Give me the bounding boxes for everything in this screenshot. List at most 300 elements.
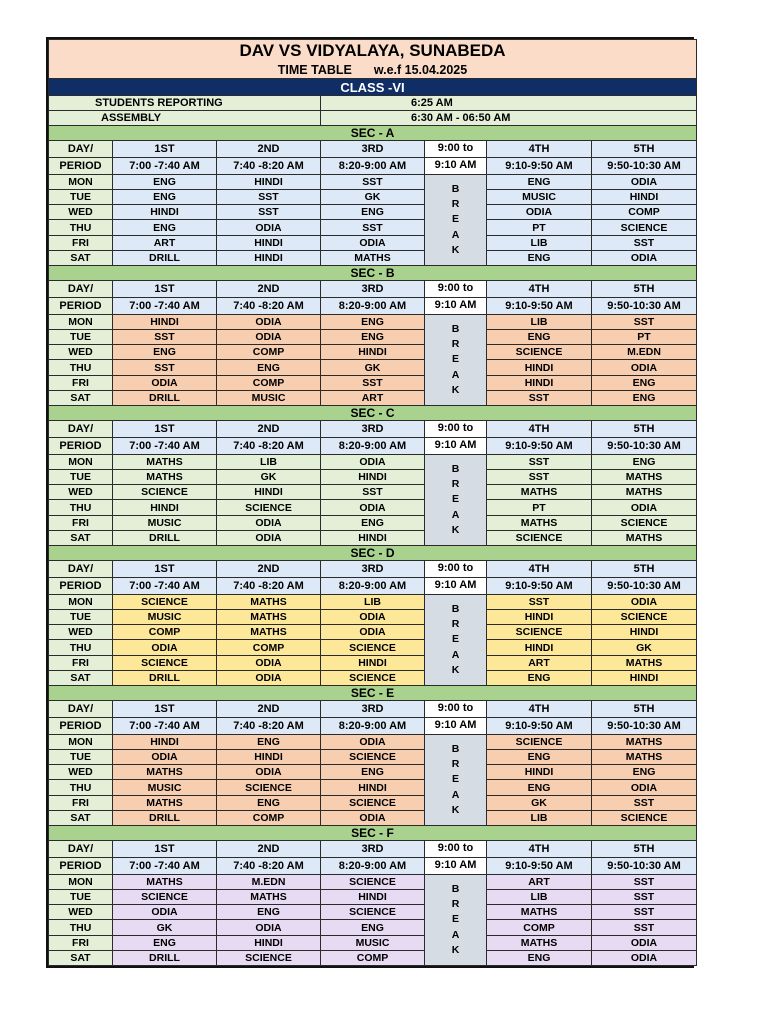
class-title: CLASS -VI [49,79,697,96]
period-header: 4TH [487,701,592,718]
effective-date: w.e.f 15.04.2025 [373,62,468,77]
subject-cell: LIB [217,454,321,469]
subject-cell: GK [217,470,321,485]
break-time-label: 9:00 to [425,421,487,438]
day-cell: TUE [49,190,113,205]
subject-cell: ENG [487,174,592,189]
period-header: 2ND [217,281,321,298]
subject-cell: ODIA [592,250,697,265]
subject-cell: HINDI [217,235,321,250]
break-time-label: 9:00 to [425,841,487,858]
subject-cell: ODIA [321,235,425,250]
break-time-label: 9:00 to [425,281,487,298]
subject-cell: GK [321,360,425,375]
subject-cell: HINDI [487,765,592,780]
subject-cell: ODIA [321,610,425,625]
table-row [49,485,697,500]
table-row [49,750,697,765]
period-header: 5TH [592,141,697,158]
break-column [425,734,487,825]
day-period-label: DAY/ [49,561,113,578]
break-letter: B [451,322,460,335]
break-letter: K [451,243,460,256]
subject-cell: SST [217,190,321,205]
table-row [49,734,697,749]
subject-cell: SCIENCE [321,874,425,889]
day-cell: SAT [49,390,113,405]
subject-cell: SST [217,205,321,220]
subject-cell: ENG [113,220,217,235]
period-time: 8:20-9:00 AM [321,857,425,874]
day-cell: TUE [49,610,113,625]
subject-cell: ART [113,235,217,250]
day-cell: FRI [49,375,113,390]
subject-cell: SST [321,485,425,500]
break-time-label: 9:00 to [425,561,487,578]
subject-cell: HINDI [321,345,425,360]
break-time-label: 9:00 to [425,701,487,718]
period-time: 9:50-10:30 AM [592,157,697,174]
subject-cell: MUSIC [113,610,217,625]
period-time: 7:00 -7:40 AM [113,297,217,314]
break-letter: A [451,788,460,801]
timetable-label: TIME TABLE [277,62,352,77]
day-cell: THU [49,500,113,515]
break-letter: B [451,882,460,895]
day-period-label: DAY/ [49,421,113,438]
subject-cell: HINDI [487,360,592,375]
subject-cell: M.EDN [592,345,697,360]
period-time: 9:50-10:30 AM [592,857,697,874]
table-row [49,515,697,530]
subject-cell: ENG [321,920,425,935]
break-letter: E [451,633,459,646]
subject-cell: HINDI [487,375,592,390]
subject-cell: SCIENCE [113,655,217,670]
break-letter: K [451,383,460,396]
subject-cell: HINDI [217,485,321,500]
table-row [49,470,697,485]
subject-cell: LIB [487,810,592,825]
day-cell: WED [49,205,113,220]
break-letter: A [451,368,460,381]
subject-cell: ODIA [113,750,217,765]
subject-cell: HINDI [113,205,217,220]
table-row [49,905,697,920]
subject-cell: DRILL [113,250,217,265]
subject-cell: HINDI [592,625,697,640]
period-header: 3RD [321,281,425,298]
subject-cell: HINDI [321,470,425,485]
day-period-label: PERIOD [49,857,113,874]
period-time: 7:40 -8:20 AM [217,437,321,454]
table-row [49,375,697,390]
table-row [49,625,697,640]
table-row [49,454,697,469]
break-letter: B [451,462,460,475]
subject-cell: SCIENCE [487,530,592,545]
break-time-label: 9:10 AM [425,717,487,734]
day-cell: FRI [49,235,113,250]
subject-cell: MUSIC [113,780,217,795]
period-time: 9:50-10:30 AM [592,297,697,314]
subject-cell: ODIA [592,500,697,515]
day-cell: MON [49,734,113,749]
subject-cell: ART [487,874,592,889]
subject-cell: SST [592,874,697,889]
period-header: 5TH [592,841,697,858]
period-time: 9:10-9:50 AM [487,157,592,174]
subject-cell: ODIA [592,935,697,950]
subject-cell: PT [487,500,592,515]
subject-cell: HINDI [217,174,321,189]
section-title: SEC - C [49,406,697,421]
subject-cell: MATHS [113,874,217,889]
subject-cell: LIB [487,890,592,905]
day-cell: WED [49,905,113,920]
subject-cell: SCIENCE [487,345,592,360]
break-column [425,314,487,405]
break-time-label: 9:00 to [425,141,487,158]
subject-cell: ODIA [113,905,217,920]
day-period-label: DAY/ [49,141,113,158]
subject-cell: SCIENCE [217,780,321,795]
period-time: 9:10-9:50 AM [487,717,592,734]
subject-cell: COMP [113,625,217,640]
break-letter: R [451,198,460,211]
table-row [49,765,697,780]
subject-cell: ENG [113,935,217,950]
day-period-label: PERIOD [49,577,113,594]
period-header: 3RD [321,841,425,858]
timetable-sheet [46,37,694,968]
subject-cell: MATHS [217,625,321,640]
break-letter: R [451,758,460,771]
period-time: 9:10-9:50 AM [487,437,592,454]
subject-cell: HINDI [592,190,697,205]
day-cell: WED [49,485,113,500]
break-letter: R [451,898,460,911]
subject-cell: DRILL [113,810,217,825]
subject-cell: ENG [113,345,217,360]
table-row [49,935,697,950]
break-letter: E [451,353,459,366]
subject-cell: MATHS [217,610,321,625]
subject-cell: HINDI [321,655,425,670]
table-row [49,530,697,545]
info-label: ASSEMBLY [49,111,321,126]
period-time: 8:20-9:00 AM [321,157,425,174]
subject-cell: SST [592,235,697,250]
break-letter: A [451,648,460,661]
break-letter: K [451,523,460,536]
subject-cell: SCIENCE [592,610,697,625]
subject-cell: MATHS [592,485,697,500]
subject-cell: GK [487,795,592,810]
period-header: 2ND [217,141,321,158]
info-value: 6:30 AM - 06:50 AM [321,111,697,126]
subject-cell: ODIA [321,734,425,749]
subject-cell: MATHS [487,485,592,500]
subject-cell: SST [321,220,425,235]
break-letter: K [451,803,460,816]
subject-cell: HINDI [113,734,217,749]
subject-cell: ODIA [217,530,321,545]
info-row-assembly [49,111,697,126]
subject-cell: SCIENCE [487,625,592,640]
table-row [49,610,697,625]
day-cell: TUE [49,890,113,905]
table-row [49,250,697,265]
table-row [49,655,697,670]
subject-cell: COMP [321,950,425,965]
break-letter: B [451,742,460,755]
period-time: 7:00 -7:40 AM [113,437,217,454]
period-header: 3RD [321,141,425,158]
subject-cell: SST [487,470,592,485]
period-header: 4TH [487,421,592,438]
subject-cell: SCIENCE [321,750,425,765]
subject-cell: ODIA [321,500,425,515]
subject-cell: ENG [592,454,697,469]
subject-cell: LIB [487,235,592,250]
subject-cell: ODIA [592,950,697,965]
period-header: 3RD [321,421,425,438]
period-header: 4TH [487,561,592,578]
table-row [49,920,697,935]
period-header: 3RD [321,561,425,578]
day-cell: MON [49,594,113,609]
subject-cell: ODIA [217,655,321,670]
subject-cell: ENG [113,174,217,189]
section-title: SEC - A [49,126,697,141]
subject-cell: ODIA [113,375,217,390]
day-cell: TUE [49,750,113,765]
subject-cell: SST [487,594,592,609]
subject-cell: ENG [487,670,592,685]
subject-cell: SST [487,454,592,469]
subject-cell: MATHS [592,530,697,545]
subject-cell: PT [592,330,697,345]
section-title: SEC - B [49,266,697,281]
timetable [48,39,697,966]
day-period-label: DAY/ [49,281,113,298]
break-letter: E [451,213,459,226]
subject-cell: MATHS [113,795,217,810]
subject-cell: COMP [217,810,321,825]
subject-cell: ODIA [321,810,425,825]
subject-cell: ODIA [217,515,321,530]
subject-cell: SCIENCE [217,950,321,965]
subject-cell: COMP [217,640,321,655]
break-column [425,174,487,265]
subject-cell: MATHS [487,905,592,920]
subject-cell: SCIENCE [113,485,217,500]
table-row [49,594,697,609]
subject-cell: MUSIC [113,515,217,530]
subject-cell: LIB [487,314,592,329]
subject-cell: LIB [321,594,425,609]
break-letter: K [451,663,460,676]
period-header: 2ND [217,701,321,718]
subject-cell: DRILL [113,950,217,965]
subject-cell: HINDI [321,530,425,545]
table-row [49,205,697,220]
day-cell: SAT [49,250,113,265]
subject-cell: ENG [321,205,425,220]
subject-cell: SCIENCE [321,795,425,810]
period-time: 7:40 -8:20 AM [217,717,321,734]
period-time: 7:00 -7:40 AM [113,157,217,174]
break-letter: B [451,182,460,195]
table-row [49,500,697,515]
break-letter: A [451,228,460,241]
break-column [425,594,487,685]
table-row [49,950,697,965]
subject-cell: ODIA [113,640,217,655]
day-cell: FRI [49,655,113,670]
day-cell: FRI [49,935,113,950]
break-time-label: 9:10 AM [425,157,487,174]
day-period-label: PERIOD [49,297,113,314]
period-time: 8:20-9:00 AM [321,577,425,594]
subject-cell: MATHS [592,470,697,485]
subject-cell: SCIENCE [113,594,217,609]
period-header: 5TH [592,421,697,438]
break-letter: B [451,602,460,615]
subject-cell: ODIA [217,920,321,935]
subject-cell: COMP [487,920,592,935]
table-row [49,670,697,685]
subject-cell: SST [592,920,697,935]
day-cell: SAT [49,530,113,545]
subject-cell: ENG [321,515,425,530]
day-cell: FRI [49,515,113,530]
day-cell: THU [49,920,113,935]
break-letter: E [451,493,459,506]
period-time: 7:40 -8:20 AM [217,297,321,314]
table-row [49,220,697,235]
subject-cell: ART [321,390,425,405]
day-cell: WED [49,625,113,640]
period-header: 4TH [487,841,592,858]
day-period-label: DAY/ [49,701,113,718]
day-cell: WED [49,765,113,780]
period-header: 1ST [113,281,217,298]
subject-cell: MATHS [592,734,697,749]
break-letter: E [451,913,459,926]
period-time: 9:10-9:50 AM [487,297,592,314]
period-time: 9:50-10:30 AM [592,437,697,454]
period-time: 7:40 -8:20 AM [217,157,321,174]
break-time-label: 9:10 AM [425,577,487,594]
subject-cell: ODIA [217,670,321,685]
table-row [49,330,697,345]
day-cell: TUE [49,470,113,485]
subject-cell: ODIA [217,220,321,235]
subject-cell: ENG [592,765,697,780]
subject-cell: SST [592,795,697,810]
info-label: STUDENTS REPORTING [49,96,321,111]
subject-cell: HINDI [321,780,425,795]
subject-cell: SCIENCE [487,734,592,749]
section-title: SEC - E [49,686,697,701]
period-header: 5TH [592,701,697,718]
subject-cell: SCIENCE [113,890,217,905]
subject-cell: ODIA [592,174,697,189]
subject-cell: ENG [217,734,321,749]
subject-cell: ENG [321,330,425,345]
day-cell: THU [49,360,113,375]
day-cell: MON [49,874,113,889]
table-row [49,810,697,825]
break-letter: A [451,928,460,941]
subject-cell: ART [487,655,592,670]
subject-cell: ODIA [321,625,425,640]
subject-cell: ENG [487,780,592,795]
subject-cell: ENG [592,390,697,405]
subject-cell: MATHS [217,594,321,609]
subject-cell: SCIENCE [592,810,697,825]
subject-cell: PT [487,220,592,235]
period-header: 2ND [217,841,321,858]
subject-cell: SST [321,174,425,189]
subject-cell: ENG [113,190,217,205]
subject-cell: MATHS [592,655,697,670]
subject-cell: ENG [321,314,425,329]
subject-cell: SST [592,314,697,329]
period-time: 8:20-9:00 AM [321,437,425,454]
break-letter: K [451,943,460,956]
timetable-title [49,61,697,79]
subject-cell: ODIA [321,454,425,469]
table-row [49,235,697,250]
period-time: 9:50-10:30 AM [592,717,697,734]
subject-cell: ENG [487,750,592,765]
break-time-label: 9:10 AM [425,857,487,874]
subject-cell: GK [592,640,697,655]
subject-cell: MATHS [592,750,697,765]
subject-cell: MATHS [113,765,217,780]
subject-cell: ENG [487,250,592,265]
period-header: 4TH [487,141,592,158]
subject-cell: ODIA [592,780,697,795]
subject-cell: SST [113,360,217,375]
break-column [425,454,487,545]
period-time: 8:20-9:00 AM [321,297,425,314]
subject-cell: DRILL [113,390,217,405]
subject-cell: SCIENCE [321,670,425,685]
info-row-reporting [49,96,697,111]
day-cell: MON [49,454,113,469]
subject-cell: HINDI [217,935,321,950]
subject-cell: HINDI [487,640,592,655]
period-time: 7:00 -7:40 AM [113,857,217,874]
day-cell: THU [49,220,113,235]
subject-cell: HINDI [113,500,217,515]
subject-cell: HINDI [487,610,592,625]
subject-cell: SST [592,905,697,920]
table-row [49,640,697,655]
period-header: 2ND [217,421,321,438]
subject-cell: ENG [217,360,321,375]
period-header: 1ST [113,141,217,158]
table-row [49,345,697,360]
period-header: 4TH [487,281,592,298]
break-letter: A [451,508,460,521]
period-time: 9:10-9:50 AM [487,577,592,594]
subject-cell: ODIA [217,765,321,780]
